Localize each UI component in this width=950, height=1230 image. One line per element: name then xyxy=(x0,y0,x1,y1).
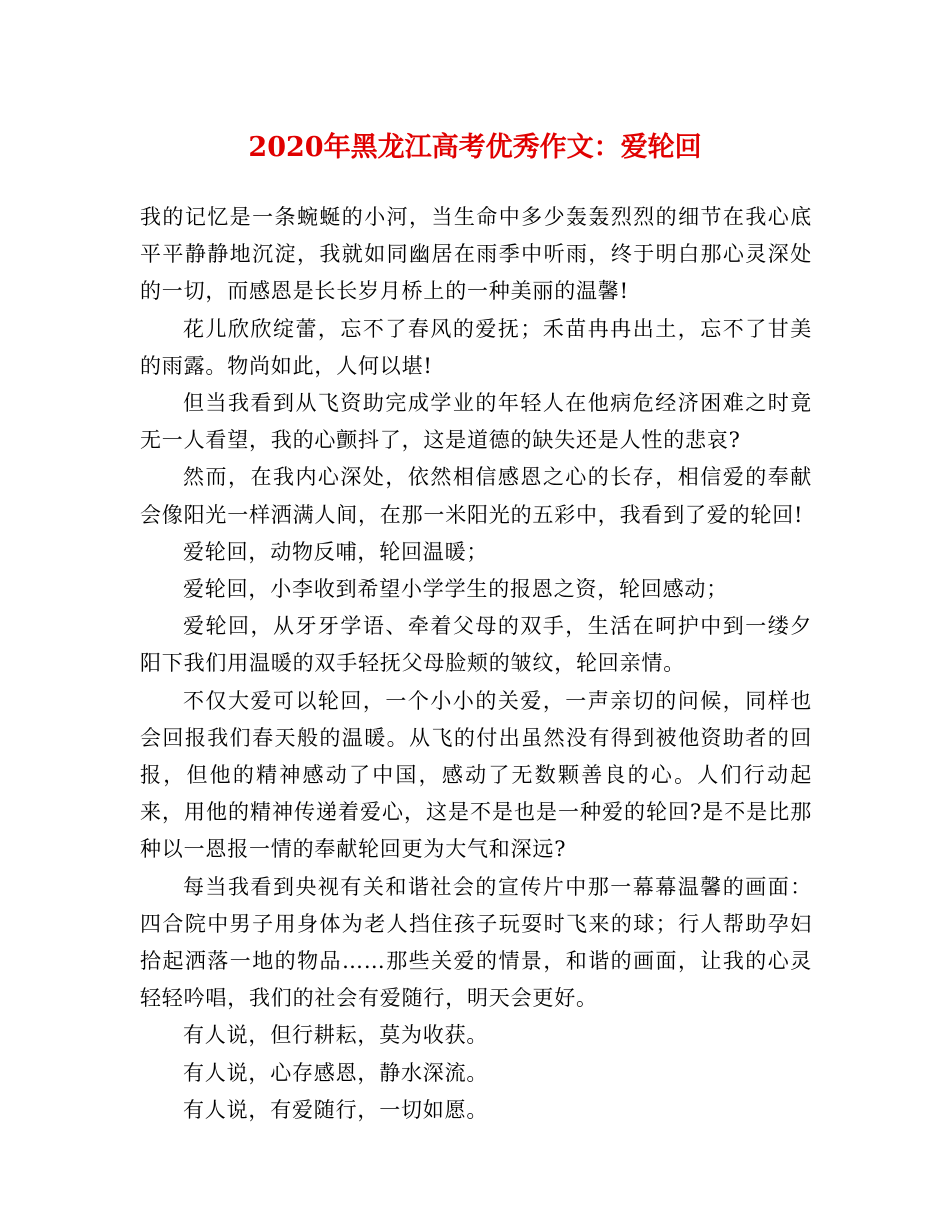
document-title: 2020年黑龙江高考优秀作文：爱轮回 xyxy=(248,132,702,163)
paragraph: 但当我看到从飞资助完成学业的年轻人在他病危经济困难之时竟无一人看望，我的心颤抖了，这是道德的缺失还是人性的悲哀? xyxy=(140,391,812,453)
paragraph: 爱轮回，从牙牙学语、牵着父母的双手，生活在呵护中到一缕夕阳下我们用温暖的双手轻抚父母脸颊的皱纹，轮回亲情。 xyxy=(140,614,812,676)
paragraph: 爱轮回，动物反哺，轮回温暖； xyxy=(183,539,489,564)
paragraph: 不仅大爱可以轮回，一个小小的关爱，一声亲切的问候，同样也会回报我们春天般的温暖。从飞的付出虽然没有得到被他资助者的回报，但他的精神感动了中国，感动了无数颗善良的心。人们行动起来，用他的精神传递着爱心，这是不是也是一种爱的轮回?是不是比那种以一恩报一情的奉献轮回更为大气和深远? xyxy=(140,688,812,862)
document-body xyxy=(140,199,812,1129)
paragraph: 爱轮回，小李收到希望小学学生的报恩之资，轮回感动； xyxy=(183,577,728,602)
paragraph: 花儿欣欣绽蕾，忘不了春风的爱抚；禾苗冉冉出土，忘不了甘美的雨露。物尚如此，人何以堪! xyxy=(140,316,812,378)
paragraph: 有人说，心存感恩，静水深流。 xyxy=(183,1060,489,1085)
paragraph: 然而，在我内心深处，依然相信感恩之心的长存，相信爱的奉献会像阳光一样洒满人间，在那一米阳光的五彩中，我看到了爱的轮回! xyxy=(140,465,812,527)
paragraph: 我的记忆是一条蜿蜒的小河，当生命中多少轰轰烈烈的细节在我心底平平静静地沉淀，我就如同幽居在雨季中听雨，终于明白那心灵深处的一切，而感恩是长长岁月桥上的一种美丽的温馨! xyxy=(140,205,812,304)
paragraph: 有人说，但行耕耘，莫为收获。 xyxy=(183,1023,489,1048)
paragraph: 每当我看到央视有关和谐社会的宣传片中那一幕幕温馨的画面：四合院中男子用身体为老人挡住孩子玩耍时飞来的球；行人帮助孕妇拾起洒落一地的物品……那些关爱的情景，和谐的画面，让我的心灵轻轻吟唱，我们的社会有爱随行，明天会更好。 xyxy=(140,874,812,1011)
paragraph: 有人说，有爱随行，一切如愿。 xyxy=(183,1097,489,1122)
